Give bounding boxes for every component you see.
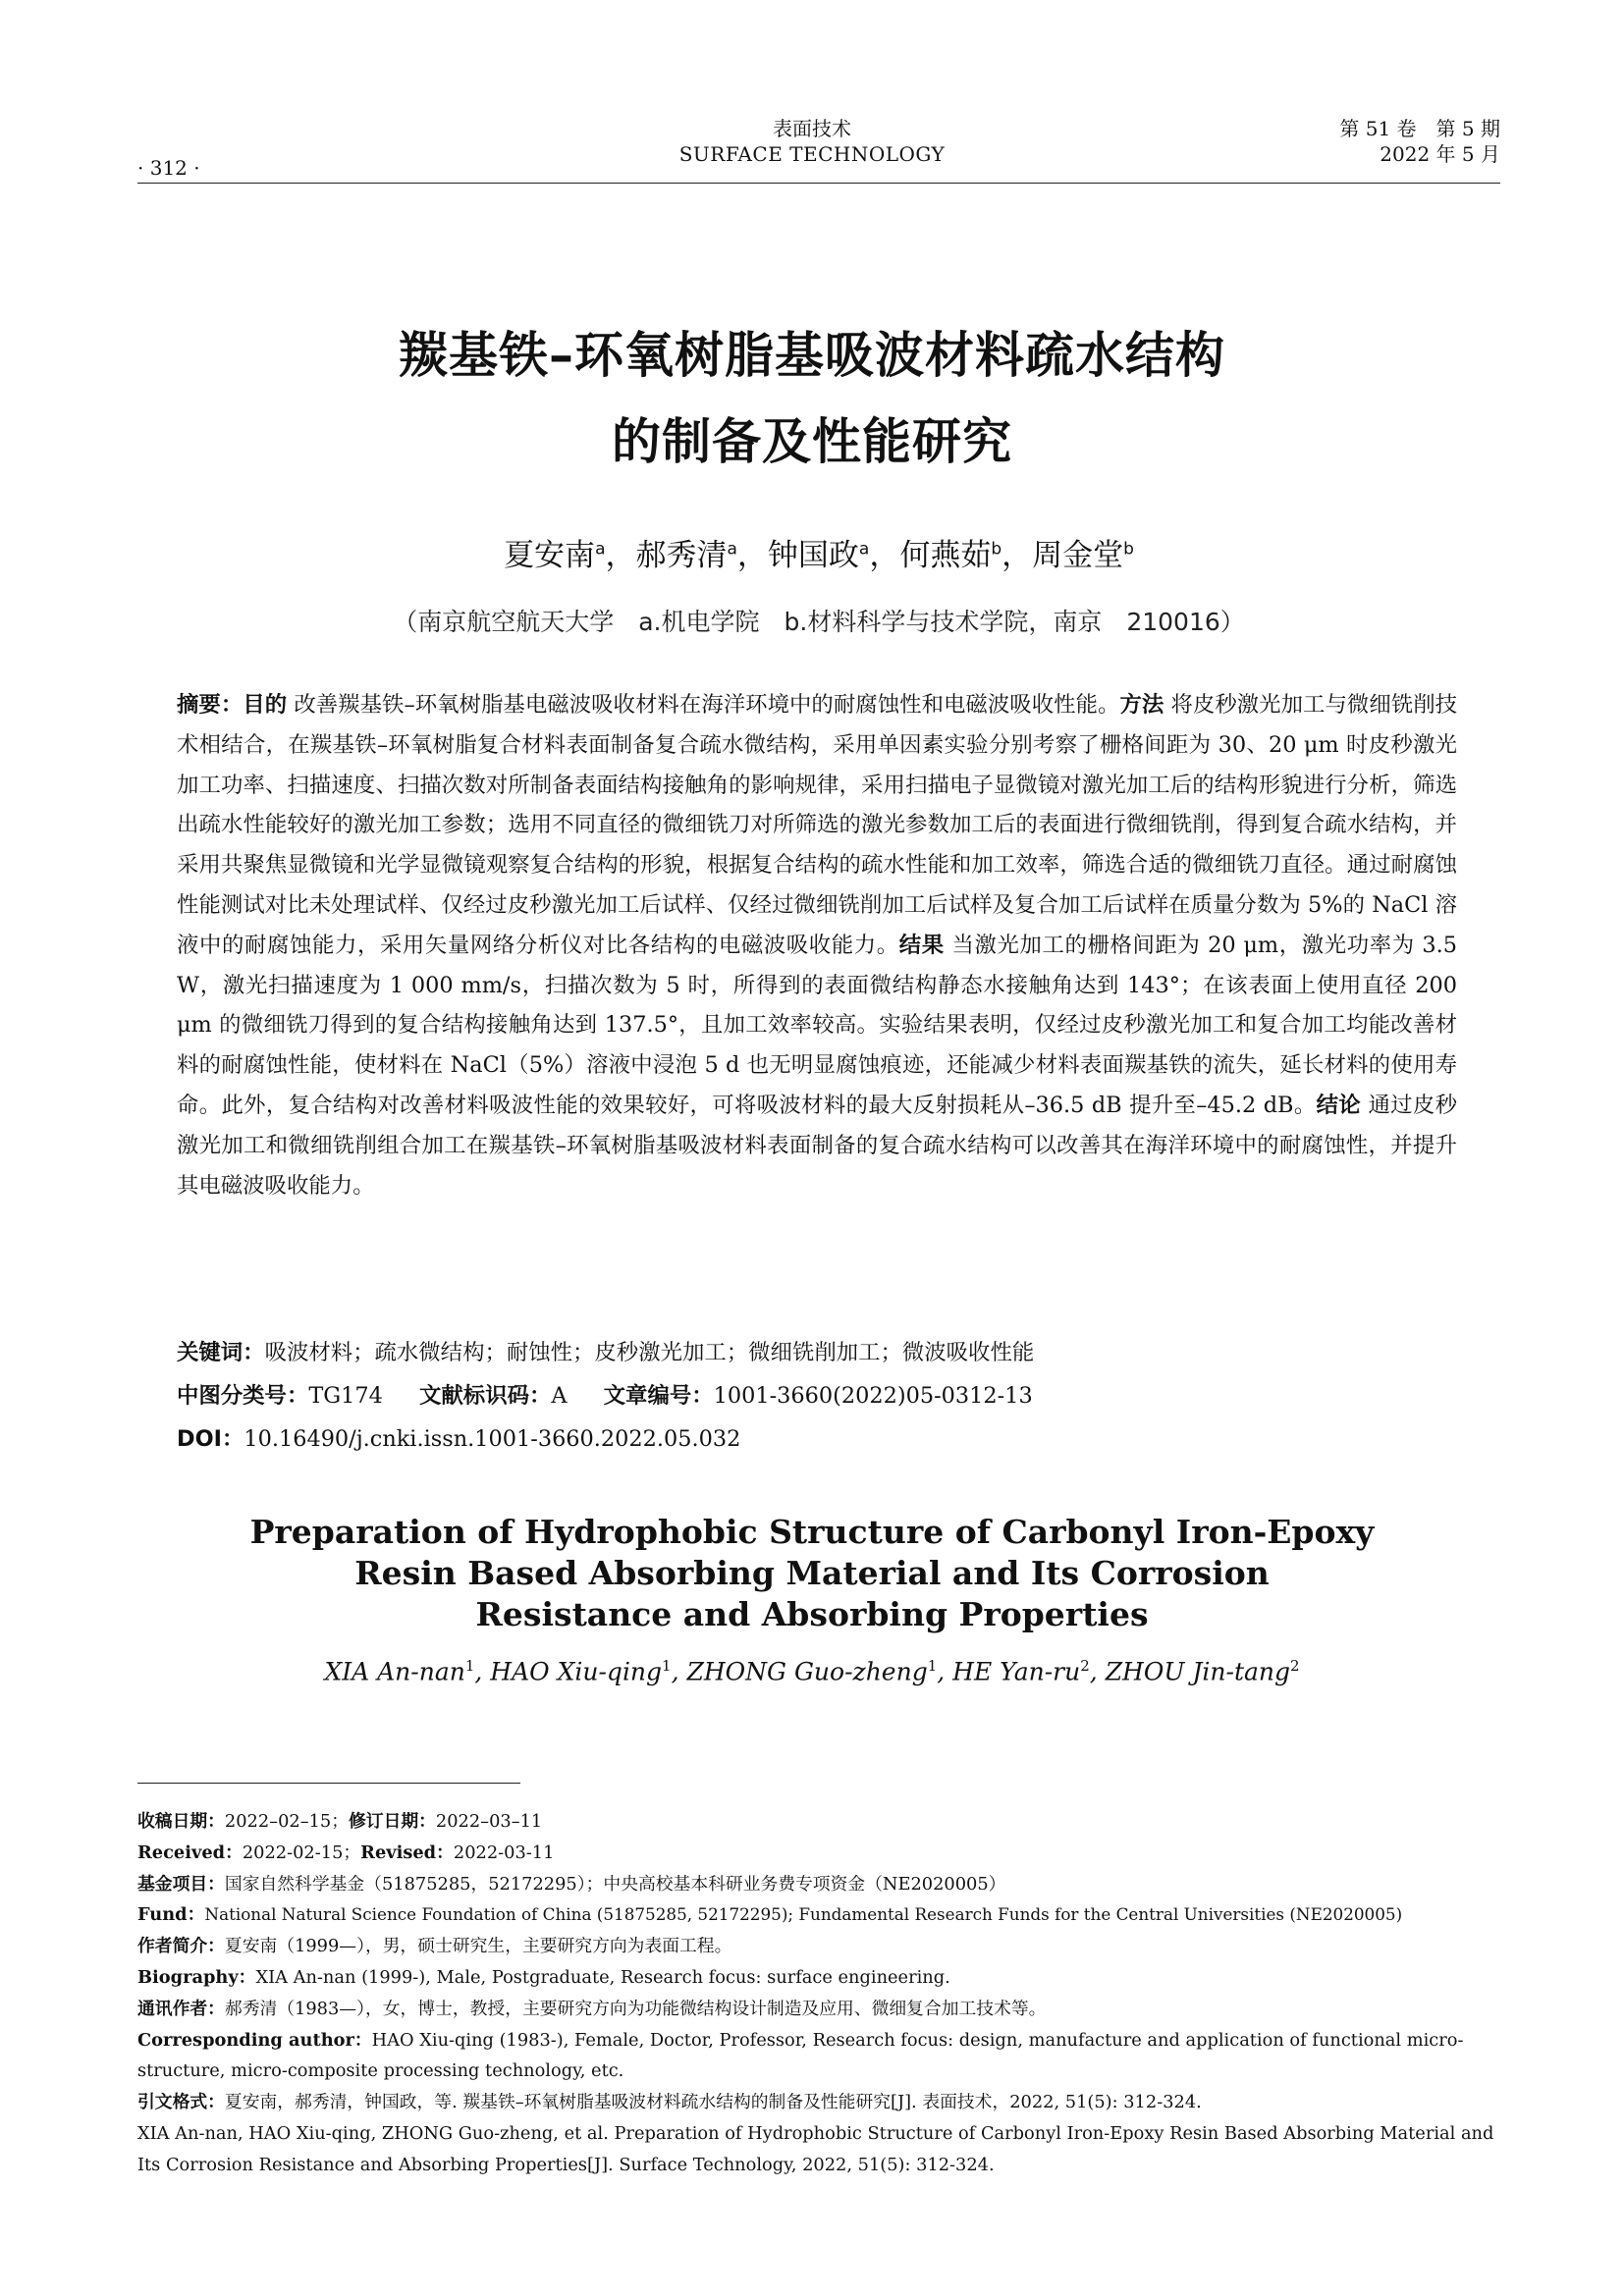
author-separator: , [671,1657,687,1686]
title-line: 的制备及性能研究 [612,413,1012,470]
header-rule [137,183,1500,184]
article-meta [177,1331,1457,1461]
author-affiliation-mark: 2 [1290,1657,1300,1675]
author-affiliation-mark: b [991,539,1002,560]
corr-cn-label: 通讯作者： [137,1998,225,2019]
corr-cn [137,1994,1500,2025]
author-name-en: XIA An-nan [324,1657,465,1686]
revised-en-label: Revised： [360,1842,454,1863]
footnote-rule [137,1783,520,1784]
title-en-line: Resistance and Absorbing Properties [475,1595,1149,1633]
bio-en [137,1962,1500,1994]
author-separator: , [1089,1657,1106,1686]
doccode-label: 文献标识码： [419,1383,552,1409]
received-en-label: Received： [137,1842,243,1863]
clc-value: TG174 [308,1383,383,1409]
journal-name-en: SURFACE TECHNOLOGY [678,142,946,166]
author-separator: , [937,1657,953,1686]
author-name-en: ZHONG Guo-zheng [686,1657,928,1686]
author-name-en: ZHOU Jin-tang [1105,1657,1290,1686]
title-en-line: Resin Based Absorbing Material and Its Corrosion [354,1554,1270,1592]
journal-name-cn: 表面技术 [773,117,851,140]
author-affiliation-mark: 2 [1080,1657,1090,1675]
corr-en-text: HAO Xiu-qing (1983-), Female, Doctor, Professor, Research focus: design, manufacture and application of functional micro-structure, micro-composite processing technology, etc. [137,2029,1464,2082]
received-cn-label: 收稿日期： [137,1811,225,1832]
doi-label: DOI： [177,1426,244,1452]
method-text: 将皮秒激光加工与微细铣削技术相结合，在羰基铁–环氧树脂复合材料表面制备复合疏水微结构，采用单因素实验分别考察了栅格间距为 30、20 μm 时皮秒激光加工功率、扫描速度、扫描次数对所制备表面结构接触角的影响规律，采用扫描电子显微镜对激光加工后的结构形貌进行分析，筛选出疏水性能较好的激光加工参数；选用不同直径的微细铣刀对所筛选的激光参数加工后的表面进行微细铣削，得到复合疏水结构，并采用共聚焦显微镜和光学显微镜观察复合结构的形貌，根据复合结构的疏水性能和加工效率，筛选合适的微细铣刀直径。通过耐腐蚀性能测试对比未处理试样、仅经过皮秒激光加工后试样、仅经过微细铣削加工后试样及复合加工后试样在质量分数为 5%的 NaCl 溶液中的耐腐蚀能力，采用矢量网络分析仪对比各结构的电磁波吸收能力。 [177,692,1458,958]
affiliation-cn: （南京航空航天大学 a.机电学院 b.材料科学与技术学院，南京 210016） [393,608,1245,636]
author-name: 郝秀清 [635,538,728,573]
abstract-label: 摘要： [177,692,244,718]
abstract-cn [177,685,1457,1205]
bio-en-text: XIA An-nan (1999-), Male, Postgraduate, Research focus: surface engineering. [255,1966,950,1988]
doccode-value: A [551,1383,568,1409]
purpose-text: 改善羰基铁–环氧树脂基电磁波吸收材料在海洋环境中的耐腐蚀性和电磁波吸收性能。 [287,692,1120,718]
author-affiliation-mark: a [595,539,606,560]
keywords-row [177,1331,1457,1374]
doi-row [177,1417,1457,1461]
result-label: 结果 [898,932,945,958]
fund-en-label: Fund： [137,1904,205,1926]
doi-value: 10.16490/j.cnki.issn.1001-3660.2022.05.032 [244,1426,741,1452]
author-name-en: HE Yan-ru [952,1657,1081,1686]
bio-cn-text: 夏安南（1999—），男，硕士研究生，主要研究方向为表面工程。 [224,1936,732,1957]
author-separator: ， [736,538,768,573]
result-text: 当激光加工的栅格间距为 20 μm，激光功率为 3.5 W，激光扫描速度为 1 000 mm/s，扫描次数为 5 时，所得到的表面微结构静态水接触角达到 143°；在该表面上使用直径 200 μm 的微细铣刀得到的复合结构接触角达到 137.5°，且加工效率较高。实验结果表明，仅经过皮秒激光加工和复合加工均能改善材料的耐腐蚀性能，使材料在 NaCl（5%）溶液中浸泡 5 d 也无明显腐蚀痕迹，还能减少材料表面羰基铁的流失，延长材料的使用寿命。此外，复合结构对改善材料吸波性能的效果较好，可将吸波材料的最大反射损耗从–36.5 dB 提升至–45.2 dB。 [177,932,1458,1118]
article-number: 1001-3660(2022)05-0312-13 [713,1383,1033,1409]
bio-cn [137,1931,1500,1962]
revised-en-date: 2022-03-11 [453,1842,555,1863]
author-affiliation-mark: a [727,539,737,560]
author-name: 钟国政 [767,538,859,573]
fund-cn [137,1869,1500,1900]
paper-title-cn [177,312,1447,485]
author-affiliation-mark: a [858,539,870,560]
journal-name [550,116,1074,167]
received-cn-date: 2022–02–15； [224,1811,349,1832]
author-name: 夏安南 [504,538,596,573]
author-separator: ， [869,538,900,573]
author-name: 周金堂 [1032,538,1124,573]
issue-info [1339,116,1500,167]
author-affiliation-mark: b [1123,539,1134,560]
cite-en: XIA An-nan, HAO Xiu-qing, ZHONG Guo-zheng, et al. Preparation of Hydrophobic Structure of Carbonyl Iron-Epoxy Resin Based Absorbing Material and Its Corrosion Resistance and Absorbing Properties[J]. Surface Technology, 2022, 51(5): 312-324. [137,2122,1494,2175]
conclusion-label: 结论 [1316,1092,1362,1118]
article-number-label: 文章编号： [603,1383,714,1409]
corr-en [137,2025,1500,2088]
purpose-label: 目的 [243,692,288,718]
conclusion-text: 通过皮秒激光加工和微细铣削组合加工在羰基铁–环氧树脂基吸波材料表面制备的复合疏水结构可以改善其在海洋环境中的耐腐蚀性，并提升其电磁波吸收能力。 [177,1092,1458,1199]
page-number: · 312 · [137,156,200,180]
received-en-date: 2022-02-15； [242,1842,361,1863]
volume-issue: 第 51 卷 第 5 期 [1339,117,1500,140]
author-affiliation-mark: 1 [927,1657,938,1675]
paper-title-en [177,1512,1447,1635]
author-separator: , [474,1657,491,1686]
received-cn [137,1806,1500,1838]
author-separator: ， [1001,538,1033,573]
fund-en [137,1899,1500,1931]
corr-cn-text: 郝秀清（1983—），女，博士，教授，主要研究方向为功能微结构设计制造及应用、微细复合加工技术等。 [224,1998,1047,2019]
keywords: 吸波材料；疏水微结构；耐蚀性；皮秒激光加工；微细铣削加工；微波吸收性能 [264,1340,1035,1365]
fund-cn-label: 基金项目： [137,1873,225,1895]
corr-en-label: Corresponding author： [137,2029,372,2051]
bio-cn-label: 作者简介： [137,1936,225,1957]
author-name: 何燕茹 [899,538,992,573]
cite-cn-label: 引文格式： [137,2092,225,2113]
author-affiliation-mark: 1 [464,1657,475,1675]
title-line: 羰基铁–环氧树脂基吸波材料疏水结构 [399,327,1225,384]
footnotes [137,1806,1500,2181]
author-affiliation-mark: 1 [662,1657,672,1675]
authors-en [177,1657,1447,1685]
bio-en-label: Biography： [137,1966,256,1988]
author-separator: ， [605,538,636,573]
cite-cn-text: 夏安南，郝秀清，钟国政，等. 羰基铁–环氧树脂基吸波材料疏水结构的制备及性能研究[J]. 表面技术，2022, 51(5): 312-324. [224,2092,1202,2113]
fund-cn-text: 国家自然科学基金（51875285，52172295）；中央高校基本科研业务费专项资金（NE2020005） [224,1873,1006,1895]
revised-cn-label: 修订日期： [349,1811,436,1832]
method-label: 方法 [1119,692,1164,718]
revised-cn-date: 2022–03–11 [435,1811,543,1832]
authors-cn [137,530,1500,574]
keywords-label: 关键词： [177,1340,265,1365]
classification-row [177,1374,1457,1417]
received-en [137,1838,1500,1869]
issue-date: 2022 年 5 月 [1380,142,1500,166]
cite-cn [137,2087,1500,2118]
author-name-en: HAO Xiu-qing [490,1657,663,1686]
title-en-line: Preparation of Hydrophobic Structure of Carbonyl Iron-Epoxy [249,1513,1375,1551]
clc-label: 中图分类号： [177,1383,309,1409]
fund-en-text: National Natural Science Foundation of China (51875285, 52172295); Fundamental Research Funds for the Central Universities (NE2020005) [204,1904,1403,1925]
